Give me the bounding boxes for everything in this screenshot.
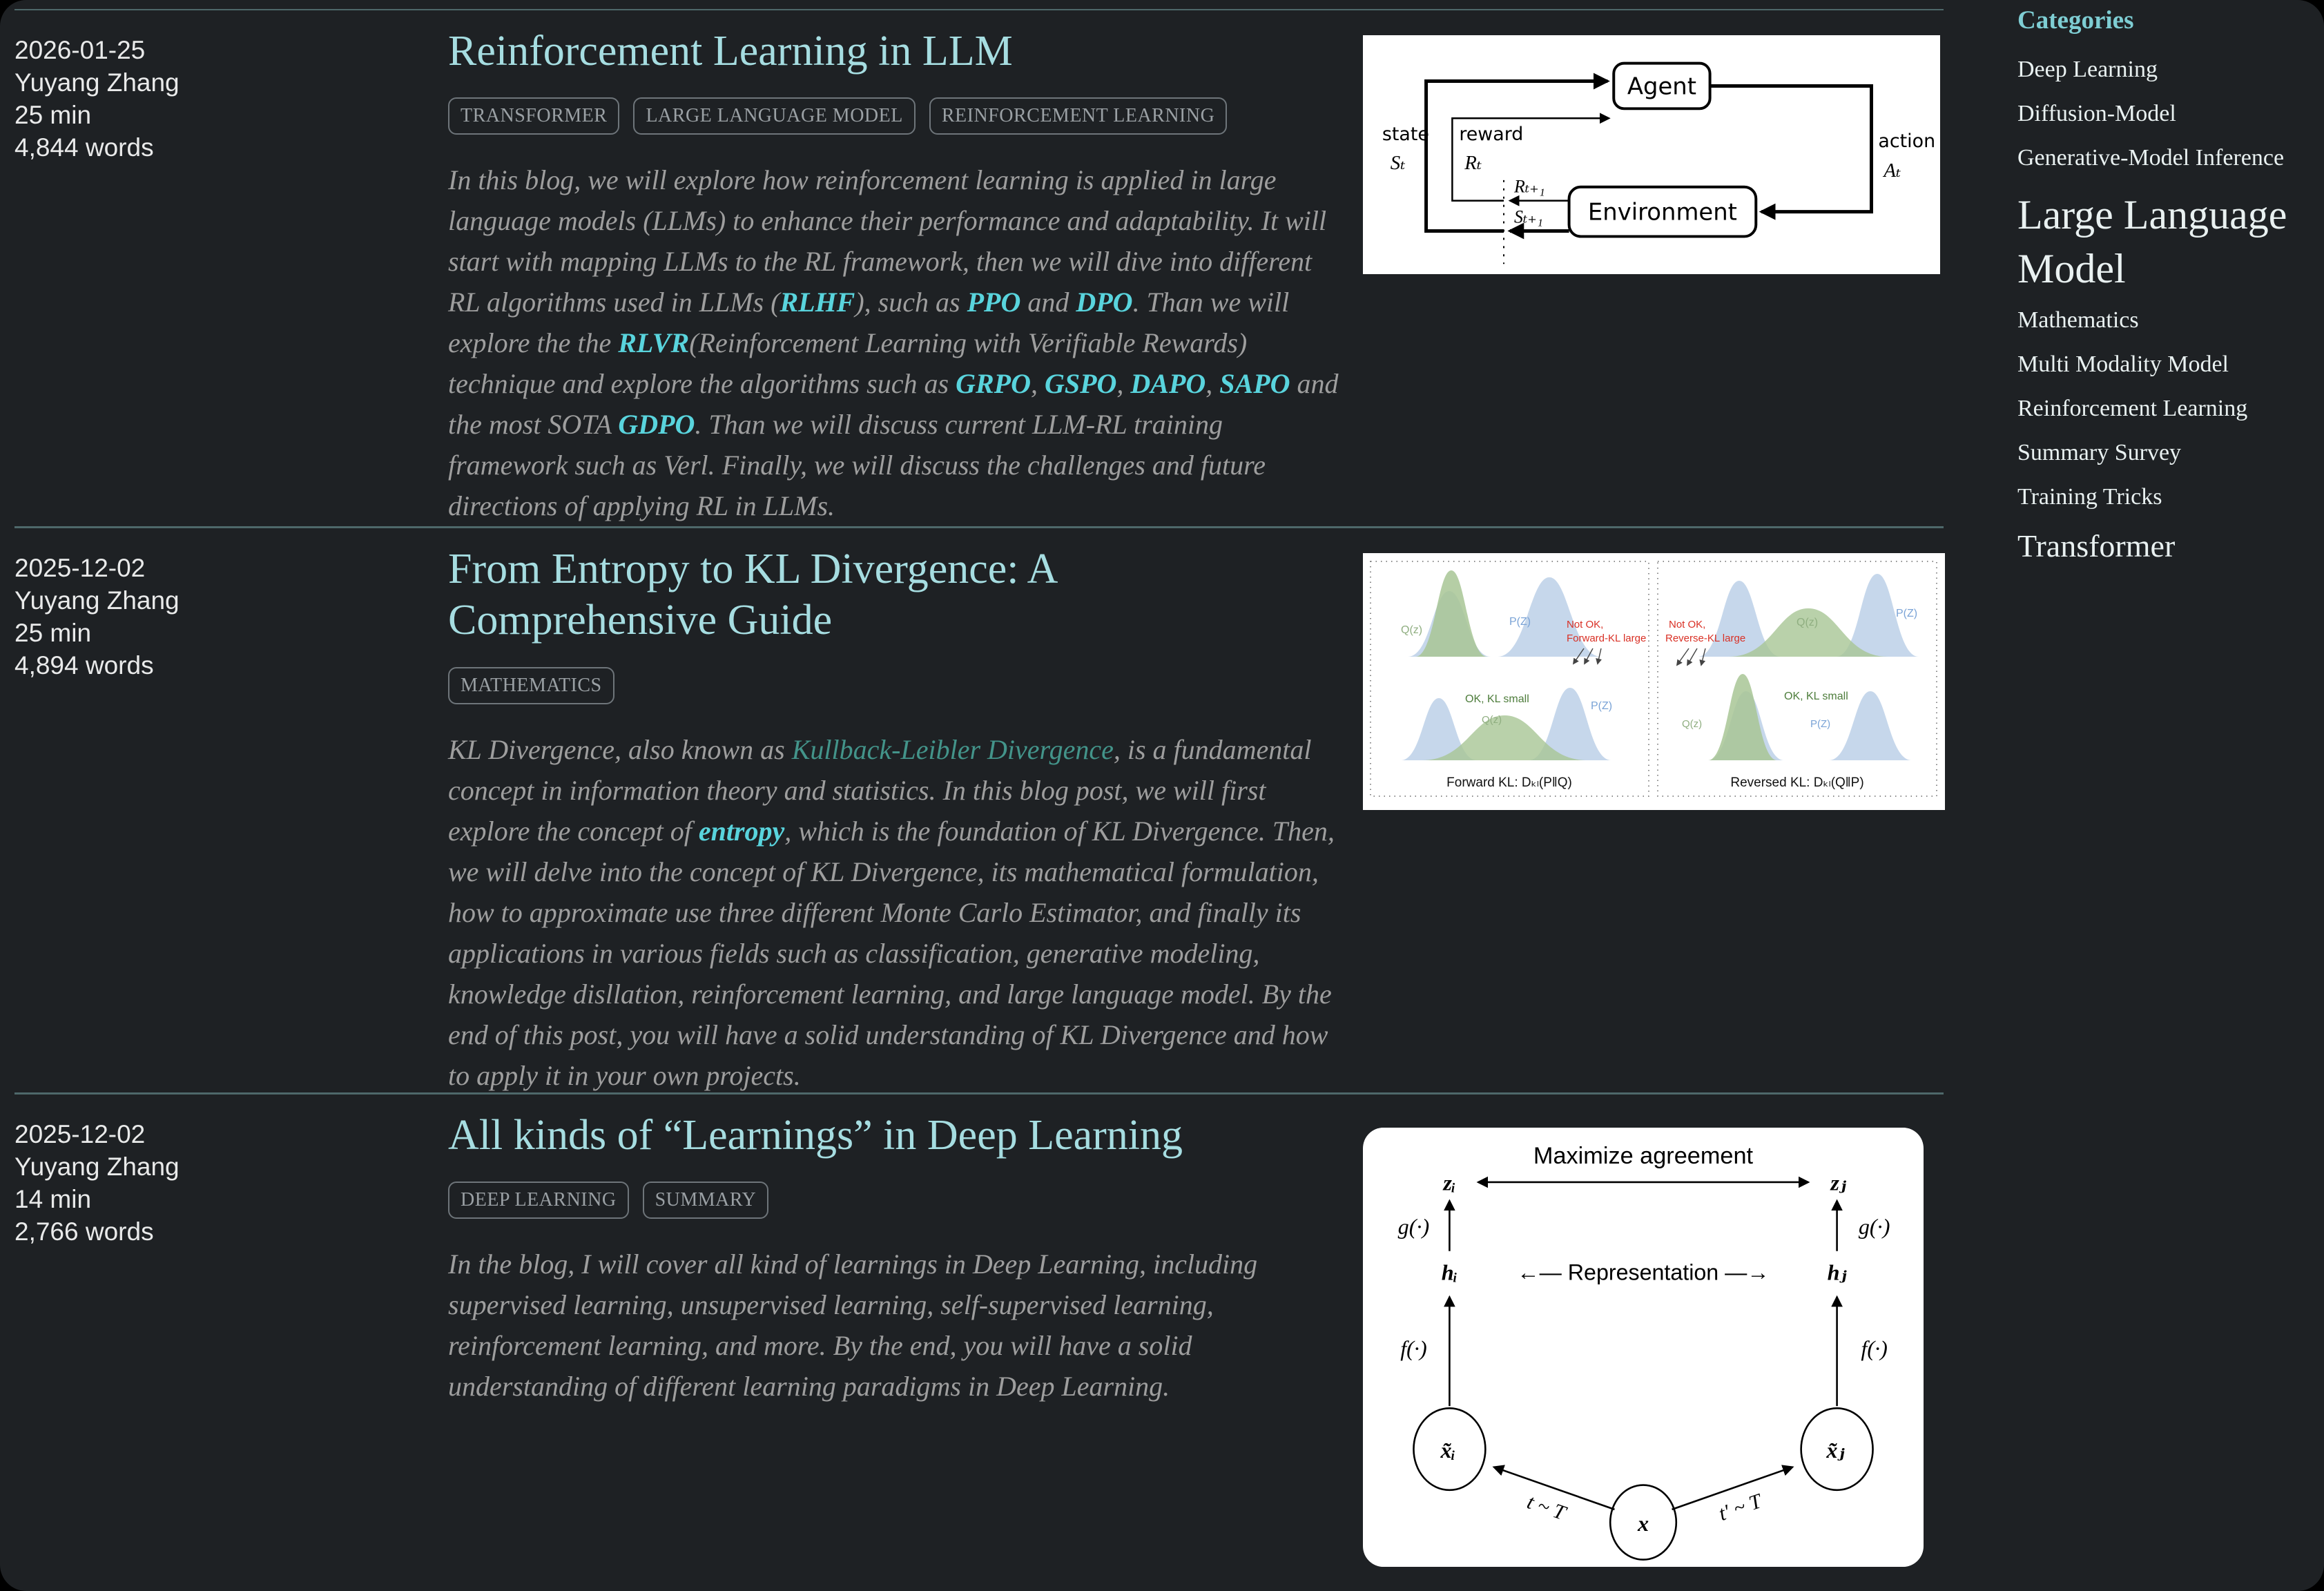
tag-pill[interactable]: DEEP LEARNING [448,1182,629,1219]
excerpt-keyword: entropy [698,815,785,847]
simclr-f-function-label: f(·) [1400,1336,1427,1361]
kl-forward-caption: Forward KL: Dₖₗ(P‖Q) [1446,775,1572,790]
post-entry [14,9,1944,526]
kl-p-label: P(Z) [1591,700,1613,712]
post-author: Yuyang Zhang [14,1153,180,1181]
simclr-x-label: x [1637,1511,1649,1536]
excerpt-text: . Than we will discuss current LLM-RL training framework such as Verl. Finally, we will discuss the challenges and future directions of applying RL in LLMs. [448,409,1266,522]
post-read-time: 25 min [14,619,92,647]
tag-pill[interactable]: LARGE LANGUAGE MODEL [633,97,915,135]
post-thumbnail-simclr-diagram[interactable] [1363,1128,1944,1590]
kl-q-label: Q(z) [1401,624,1423,636]
rl-state-next-symbol: Sₜ₊₁ [1513,206,1543,227]
post-title-link[interactable]: All kinds of “Learnings” in Deep Learning [448,1112,1183,1159]
kl-q-label: Q(z) [1682,718,1703,730]
rl-agent-label: Agent [1627,73,1696,100]
tag-pill[interactable]: REINFORCEMENT LEARNING [929,97,1227,135]
kl-q-label: Q(z) [1797,617,1819,628]
post-word-count: 4,844 words [14,133,154,162]
simclr-representation-label: ←— Representation —→ [1517,1260,1770,1285]
post-thumbnail-rl-diagram[interactable] [1363,35,1944,554]
category-link-mathematics[interactable]: Mathematics [2017,307,2139,334]
post-excerpt [448,160,1339,526]
excerpt-text: , [1030,368,1045,400]
post-word-count: 2,766 words [14,1217,154,1246]
kl-p-label: P(Z) [1810,718,1831,730]
category-link-large-language-model[interactable]: Large Language Model [2017,192,2287,292]
post-date: 2025-12-02 [14,554,146,582]
simclr-t-prime-transform-label: t′ ~ T [1715,1489,1765,1525]
post-word-count: 4,894 words [14,651,154,679]
post-date: 2025-12-02 [14,1120,146,1148]
rl-agent-environment-figure [1363,35,1940,274]
excerpt-text: ), such as [855,287,967,318]
post-excerpt [448,1244,1339,1407]
category-link-summary-survey[interactable]: Summary Survey [2017,439,2182,465]
excerpt-text: . Than we will explore the the [448,287,1290,359]
rl-state-symbol: Sₜ [1390,151,1406,174]
rl-action-word: action [1878,131,1936,153]
excerpt-text: and [1020,287,1076,318]
simclr-x-tilde-j-label: x̃ⱼ [1826,1438,1845,1463]
kl-reverse-warning-line1: Not OK, [1669,619,1706,630]
simclr-g-function-label: g(·) [1858,1213,1890,1239]
category-link-training-tricks[interactable]: Training Tricks [2017,483,2162,510]
excerpt-keyword: RLVR [618,327,690,359]
excerpt-text: , [1205,368,1220,400]
tag-list [448,667,1340,704]
post-read-time: 14 min [14,1185,92,1213]
post-meta [14,552,448,1124]
simclr-x-tilde-i-label: x̃ᵢ [1440,1438,1456,1463]
category-link-generative-model-inference[interactable]: Generative-Model Inference [2017,144,2285,171]
category-link-deep-learning[interactable]: Deep Learning [2017,57,2158,82]
post-date: 2026-01-25 [14,36,146,64]
post-thumbnail-kl-divergence[interactable] [1363,553,1945,1124]
tag-list [448,1182,1340,1219]
excerpt-text: In this blog, we will explore how reinforcement learning is applied in large language models (LLMs) to enhance their performance and adaptability. It will start with mapping LLMs to the RL framework, then we will dive into different RL algorithms used in LLMs ( [448,164,1327,318]
excerpt-keyword: DAPO [1130,368,1206,400]
kl-ok-small-label: OK, KL small [1465,693,1529,705]
kl-forward-warning-line2: Forward-KL large [1567,633,1647,644]
post-content [448,542,1340,1124]
rl-reward-symbol: Rₜ [1464,151,1482,174]
simclr-t-transform-label: t ~ T [1524,1489,1569,1525]
categories-header: Categories [2017,6,2134,35]
kl-ok-small-label: OK, KL small [1784,691,1848,702]
kl-p-label: P(Z) [1509,616,1531,628]
category-link-multi-modality-model[interactable]: Multi Modality Model [2017,351,2229,378]
simclr-h-j-label: hⱼ [1827,1260,1847,1285]
simclr-figure [1363,1128,1924,1567]
post-content [448,1108,1340,1590]
post-meta [14,1118,448,1590]
simclr-z-i-label: zᵢ [1443,1170,1456,1195]
kl-forward-warning-line1: Not OK, [1567,619,1604,630]
simclr-maximize-agreement-label: Maximize agreement [1533,1142,1754,1169]
excerpt-keyword: RLHF [779,287,855,318]
post-content [448,24,1340,554]
post-title-link[interactable]: Reinforcement Learning in LLM [448,28,1013,75]
post-excerpt [448,729,1339,1096]
excerpt-keyword: GDPO [618,409,695,441]
category-link-reinforcement-learning[interactable]: Reinforcement Learning [2017,395,2248,421]
category-link-diffusion-model[interactable]: Diffusion-Model [2017,100,2176,126]
post-author: Yuyang Zhang [14,68,180,97]
kl-reversed-caption: Reversed KL: Dₖₗ(Q‖P) [1730,775,1864,790]
tag-list [448,97,1340,135]
excerpt-link[interactable]: Kullback-Leibler Divergence [791,733,1114,765]
excerpt-keyword: PPO [967,287,1021,318]
rl-environment-label: Environment [1587,198,1737,226]
rl-action-symbol: Aₜ [1884,159,1901,182]
excerpt-text: , which is the foundation of KL Divergence. Then, we will delve into the concept of KL Divergence, its mathematical formulation, how to approximate use three different Monte Carlo Estimator, and finally its applications in various fields such as classification, generative modeling, knowledge disllation, reinforcement learning, and large language model. By the end of this post, you will have a solid understanding of KL Divergence and how to apply it in your own projects. [448,815,1335,1091]
rl-reward-word: reward [1459,124,1524,146]
categories-sidebar [2017,6,2310,579]
rl-reward-next-symbol: Rₜ₊₁ [1513,176,1545,197]
excerpt-keyword: GRPO [956,368,1031,400]
excerpt-text: , is a fundamental concept in information theory and statistics. In this blog post, we will first explore the concept of [448,733,1312,847]
post-entry [14,1092,1944,1590]
post-list [14,9,1944,1590]
tag-pill[interactable]: MATHEMATICS [448,667,614,704]
tag-pill[interactable]: TRANSFORMER [448,97,619,135]
simclr-f-function-label: f(·) [1861,1336,1888,1361]
post-meta [14,34,448,554]
kl-reverse-warning-line2: Reverse-KL large [1665,633,1746,644]
post-entry [14,526,1944,1092]
simclr-h-i-label: hᵢ [1441,1260,1458,1285]
category-link-transformer[interactable]: Transformer [2017,528,2176,564]
simclr-z-j-label: zⱼ [1830,1170,1846,1195]
kl-divergence-figure [1363,553,1945,810]
post-read-time: 25 min [14,101,92,129]
tag-pill[interactable]: SUMMARY [643,1182,769,1219]
kl-p-label: P(Z) [1896,608,1918,619]
excerpt-text: and the most SOTA [448,368,1339,441]
simclr-g-function-label: g(·) [1397,1213,1430,1239]
excerpt-keyword: DPO [1076,287,1133,318]
excerpt-text: (Reinforcement Learning with Verifiable Rewards) technique and explore the algorithms such as [448,327,1248,400]
excerpt-keyword: GSPO [1044,368,1117,400]
excerpt-text: , [1116,368,1131,400]
excerpt-keyword: SAPO [1219,368,1290,400]
excerpt-text: In the blog, I will cover all kind of learnings in Deep Learning, including supervised learning, unsupervised learning, self-supervised learning, reinforcement learning, and more. By the end, you will have a solid understanding of different learning paradigms in Deep Learning. [448,1248,1258,1402]
excerpt-text: KL Divergence, also known as [448,733,792,765]
post-title-link[interactable]: From Entropy to KL Divergence: A Comprehensive Guide [448,546,1056,644]
post-author: Yuyang Zhang [14,586,180,615]
kl-q-label: Q(z) [1482,714,1502,726]
rl-state-word: state [1382,124,1429,146]
